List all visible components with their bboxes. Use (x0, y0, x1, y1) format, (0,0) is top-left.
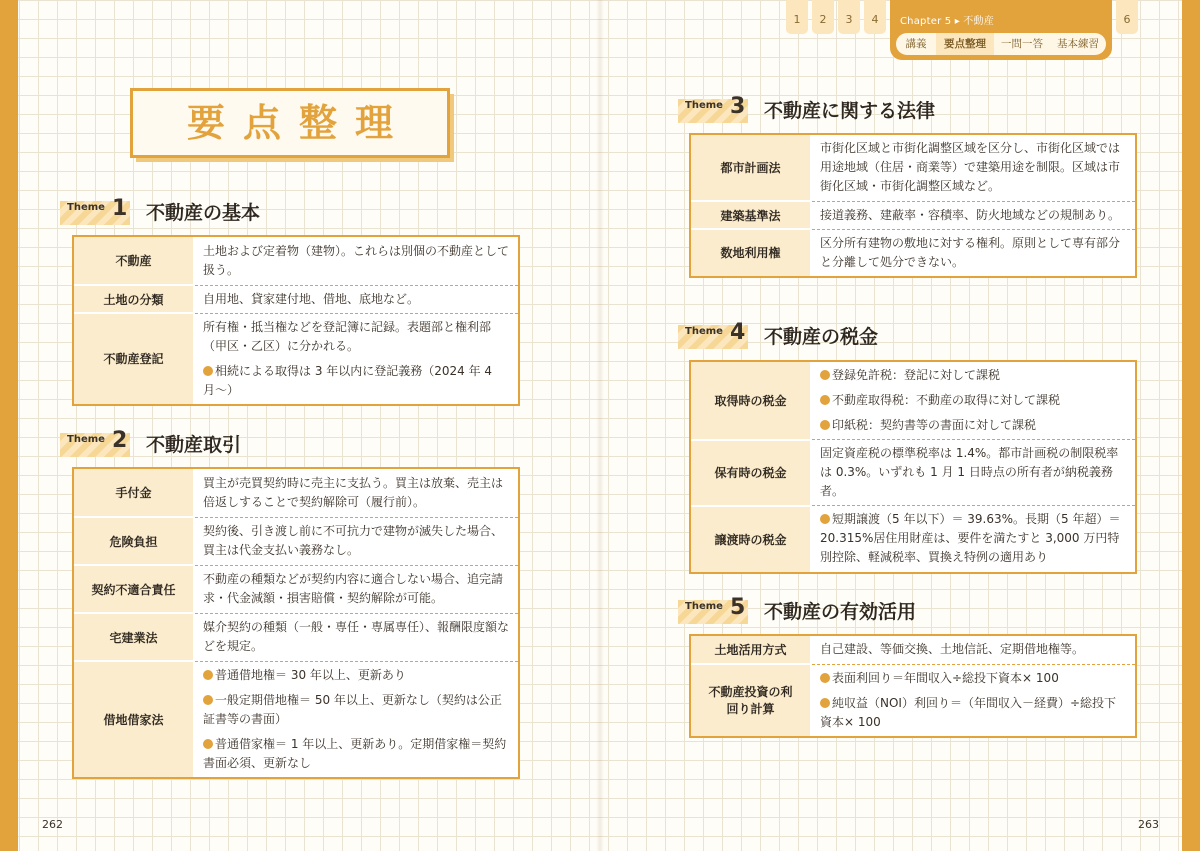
bullet-text: 不動産取得税：不動産の取得に対して課税 (832, 393, 1061, 407)
table-row (691, 135, 1135, 201)
theme-5-table (689, 634, 1137, 738)
row-value (811, 362, 1135, 440)
row-value (811, 664, 1135, 736)
table-row (691, 636, 1135, 664)
row-value: 接道義務、建蔽率・容積率、防火地域などの規制あり。 (811, 201, 1135, 229)
theme-number: 1 (112, 196, 128, 221)
theme-1-table (72, 235, 520, 406)
nav-tab-6[interactable]: 6 (1116, 0, 1138, 34)
row-key: 土地活用方式 (691, 636, 811, 664)
table-row (691, 440, 1135, 506)
table-row (691, 362, 1135, 440)
row-value: 媒介契約の種類（一般・専任・専属専任）、報酬限度額などを規定。 (194, 613, 518, 661)
bullet-dot-icon (203, 739, 213, 749)
bullet-dot-icon (820, 395, 830, 405)
nav-step-lecture[interactable]: 講義 (905, 38, 927, 50)
theme-title: 不動産の税金 (764, 326, 879, 348)
theme-label: Theme (67, 434, 105, 445)
row-key: 借地借家法 (74, 661, 194, 777)
row-key: 不動産登記 (74, 313, 194, 404)
list-item (203, 666, 510, 685)
table-row (691, 506, 1135, 572)
row-key: 保有時の税金 (691, 440, 811, 506)
page-title: 要点整理 (186, 101, 411, 145)
row-value (811, 506, 1135, 572)
row-value: 自己建設、等価交換、土地信託、定期借地権等。 (820, 642, 1085, 657)
row-key: 危険負担 (74, 517, 194, 565)
row-key: 建築基準法 (691, 201, 811, 229)
row-value: 契約後、引き渡し前に不可抗力で建物が滅失した場合、買主は代金支払い義務なし。 (194, 517, 518, 565)
right-page-edge (1182, 0, 1200, 851)
list-item (203, 735, 510, 773)
row-key: 譲渡時の税金 (691, 506, 811, 572)
nav-step-summary[interactable]: 要点整理 (936, 33, 994, 55)
theme-title: 不動産の有効活用 (764, 601, 917, 623)
table-row (691, 229, 1135, 276)
nav-tab-1[interactable]: 1 (786, 0, 808, 34)
row-value (194, 661, 518, 777)
bullet-text: 普通借家権＝ 1 年以上、更新あり。定期借家権＝契約書面必須、更新なし (203, 736, 507, 770)
bullet-dot-icon (203, 670, 213, 680)
bullet-text: 純収益（NOI）利回り＝（年間収入－経費）÷総投下資本× 100 (820, 695, 1117, 729)
nav-tab-3[interactable]: 3 (838, 0, 860, 34)
row-key: 手付金 (74, 469, 194, 517)
row-value: 土地および定着物（建物）。これらは別個の不動産として扱う。 (203, 243, 510, 277)
title-banner (130, 88, 450, 158)
table-row (691, 201, 1135, 229)
list-item (820, 694, 1127, 732)
table-row (74, 313, 518, 404)
table-row (74, 237, 518, 285)
bullet-dot-icon (820, 673, 830, 683)
row-value: 買主が売買契約時に売主に支払う。買主は放棄、売主は倍返しすることで契約解除可（履行前）。 (203, 475, 504, 509)
bullet-dot-icon (203, 366, 213, 376)
book-gutter (596, 0, 604, 851)
theme-number: 4 (730, 320, 746, 345)
bullet-dot-icon (820, 698, 830, 708)
row-value: 自用地、貸家建付地、借地、底地など。 (194, 285, 518, 313)
bullet-dot-icon (203, 695, 213, 705)
table-row (74, 661, 518, 777)
table-row (74, 613, 518, 661)
list-item (820, 669, 1127, 688)
table-row (691, 664, 1135, 736)
theme-title: 不動産の基本 (146, 202, 261, 224)
nav-steps (896, 33, 1106, 55)
page-number-right: 263 (1138, 818, 1159, 831)
list-item (203, 691, 510, 729)
bullet-dot-icon (820, 370, 830, 380)
nav-chapter-label: Chapter 5 ▸ 不動産 (900, 16, 994, 27)
bullet-text: 一般定期借地権＝ 50 年以上、更新なし（契約は公正証書等の書面） (203, 692, 502, 726)
theme-number: 3 (730, 94, 746, 119)
row-key: 数地利用権 (691, 229, 811, 276)
nav-tab-2[interactable]: 2 (812, 0, 834, 34)
bullet-text: 印紙税：契約書等の書面に対して課税 (832, 418, 1037, 432)
bullet-text: 登録免許税：登記に対して課税 (832, 368, 1001, 382)
table-row (74, 517, 518, 565)
nav-tab-4[interactable]: 4 (864, 0, 886, 34)
theme-2-table (72, 467, 520, 779)
list-item (820, 366, 1127, 385)
theme-4-table (689, 360, 1137, 574)
theme-title: 不動産取引 (146, 434, 242, 456)
theme-title: 不動産に関する法律 (764, 100, 936, 122)
row-key: 都市計画法 (691, 135, 811, 201)
nav-current-chapter-panel (890, 0, 1112, 60)
table-row (74, 285, 518, 313)
list-item (820, 416, 1127, 435)
row-value: 区分所有建物の敷地に対する権利。原則として専有部分と分離して処分できない。 (811, 229, 1135, 276)
theme-3-table (689, 133, 1137, 278)
nav-step-practice[interactable]: 基本練習 (1057, 38, 1099, 50)
row-value: 不動産の種類などが契約内容に適合しない場合、追完請求・代金減額・損害賠償・契約解除が可能。 (194, 565, 518, 613)
bullet-text: 相続による取得は 3 年以内に登記義務（2024 年 4 月〜） (203, 363, 493, 397)
bullet-text: 表面利回り＝年間収入÷総投下資本× 100 (832, 670, 1059, 685)
row-text: 所有権・抵当権などを登記簿に記録。表題部と権利部（甲区・乙区）に分かれる。 (203, 319, 492, 353)
row-key: 取得時の税金 (691, 362, 811, 440)
row-value: 固定資産税の標準税率は 1.4%。都市計画税の制限税率は 0.3%。いずれも 1 月 1 日時点の所有者が納税義務者。 (811, 440, 1135, 506)
row-key: 契約不適合責任 (74, 565, 194, 613)
table-row (74, 565, 518, 613)
table-row (74, 469, 518, 517)
theme-label: Theme (685, 326, 723, 337)
theme-label: Theme (685, 601, 723, 612)
list-item (203, 362, 510, 400)
page-number-left: 262 (42, 818, 63, 831)
bullet-text: 短期譲渡（5 年以下）＝ 39.63%。長期（5 年超）＝ 20.315%居住用財産は、要件を満たすと 3,000 万円特別控除、軽減税率、買換え特例の適用あり (820, 512, 1121, 565)
list-item (820, 391, 1127, 410)
row-key: 不動産投資の利回り計算 (691, 664, 811, 736)
list-item (820, 510, 1127, 567)
nav-step-qa[interactable]: 一問一答 (1001, 38, 1043, 50)
row-value (194, 313, 518, 404)
row-key: 不動産 (74, 237, 194, 285)
row-value: 市街化区域と市街化調整区域を区分し、市街化区域では用途地域（住居・商業等）で建築用途を制限。区域は市街化区域・市街化調整区域など。 (820, 141, 1121, 194)
bullet-dot-icon (820, 420, 830, 430)
left-page-edge (0, 0, 18, 851)
theme-label: Theme (685, 100, 723, 111)
row-key: 宅建業法 (74, 613, 194, 661)
bullet-text: 普通借地権＝ 30 年以上、更新あり (215, 667, 406, 682)
theme-label: Theme (67, 202, 105, 213)
bullet-dot-icon (820, 514, 830, 524)
theme-number: 5 (730, 595, 746, 620)
theme-number: 2 (112, 428, 128, 453)
row-key: 土地の分類 (74, 285, 194, 313)
